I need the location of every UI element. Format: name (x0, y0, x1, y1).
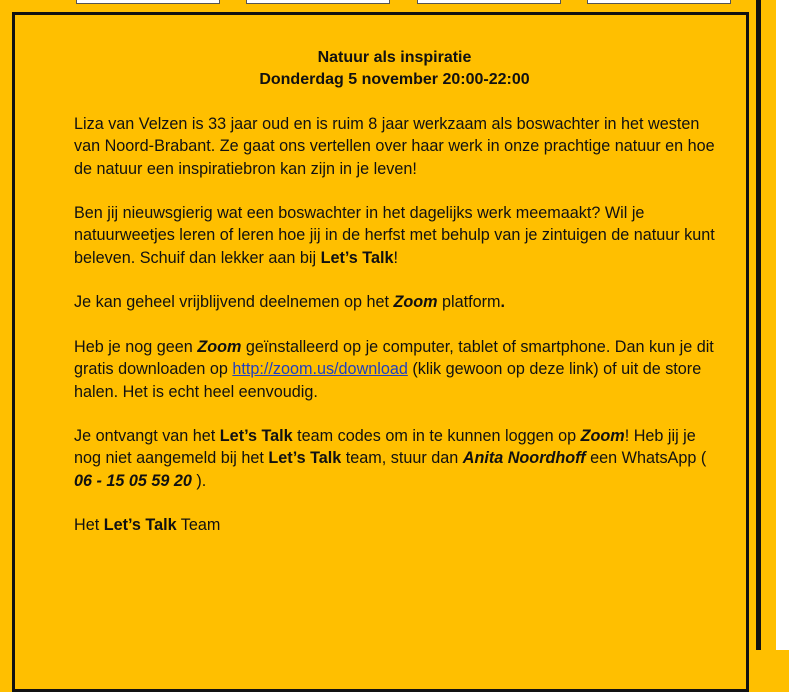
question-paragraph: Ben jij nieuwsgierig wat een boswachter in het dagelijks werk meemaakt? Wil je natuurweetjes leren of leren hoe jij in de herfst met behulp van je zintuigen de natuur kunt beleven. Schuif dan lekker aan bij Let’s Talk! (74, 204, 715, 267)
zoom-highlight: Zoom (580, 427, 625, 446)
lets-talk-highlight: Let’s Talk (103, 516, 177, 535)
platform-paragraph: Je kan geheel vrijblijvend deelnemen op het Zoom platform. (74, 293, 506, 312)
top-tab-3 (417, 0, 561, 4)
flyer-body (74, 113, 724, 559)
right-border-bar (756, 0, 761, 650)
contact-phone: 06 - 15 05 59 20 (74, 471, 192, 490)
zoom-highlight: Zoom (393, 293, 438, 312)
intro-paragraph: Liza van Velzen is 33 jaar oud en is ruim 8 jaar werkzaam als boswachter in het westen van Noord-Brabant. Ze gaat ons vertellen over haar werk in onze prachtige natuur en hoe de natuur een inspiratiebron kan zijn in je leven! (74, 115, 715, 178)
lets-talk-highlight: Let’s Talk (320, 248, 394, 267)
top-tab-2 (246, 0, 390, 4)
lets-talk-highlight: Let’s Talk (268, 449, 342, 468)
top-tab-4 (587, 0, 731, 4)
event-title: Natuur als inspiratie (317, 49, 472, 66)
signature: Het Let’s Talk Team (74, 516, 221, 535)
install-paragraph: Heb je nog geen Zoom geïnstalleerd op je computer, tablet of smartphone. Dan kun je dit gratis downloaden op http://zoom.us/download (klik gewoon op deze link) of uit de store halen. Het is echt heel eenvoudig. (74, 337, 714, 401)
contact-name: Anita Noordhoff (462, 449, 586, 468)
zoom-highlight: Zoom (197, 337, 242, 356)
login-paragraph: Je ontvangt van het Let’s Talk team codes om in te kunnen loggen op Zoom! Heb jij je nog niet aangemeld bij het Let’s Talk team, stuur dan Anita Noordhoff een WhatsApp ( 06 - 15 05 59 20 ). (74, 427, 707, 490)
title-block (0, 47, 789, 91)
right-edge-strip (776, 0, 789, 650)
lets-talk-highlight: Let’s Talk (219, 427, 293, 446)
zoom-download-link[interactable]: http://zoom.us/download (232, 360, 408, 379)
event-date: Donderdag 5 november 20:00-22:00 (259, 71, 530, 88)
top-tab-1 (76, 0, 220, 4)
